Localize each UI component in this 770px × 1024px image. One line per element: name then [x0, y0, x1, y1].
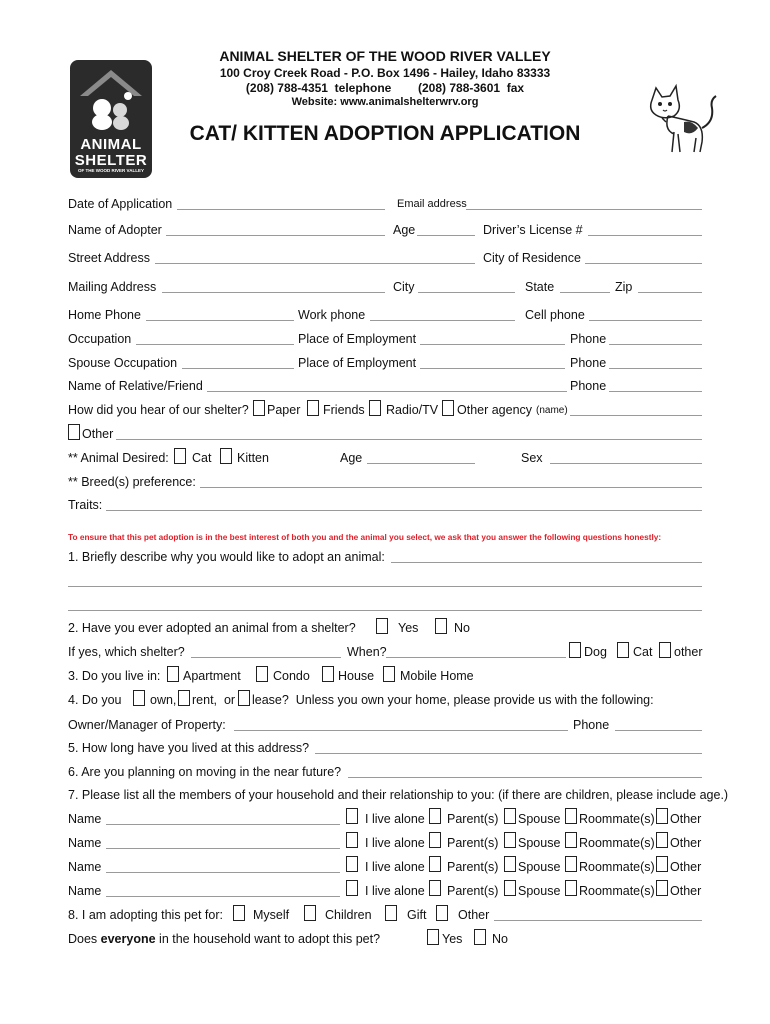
- household-other-checkbox-2[interactable]: [656, 832, 668, 848]
- everyone-no-checkbox[interactable]: [474, 929, 486, 945]
- name-of-adopter-label: Name of Adopter: [68, 223, 162, 237]
- owner-phone-field[interactable]: [615, 730, 702, 731]
- live-alone-label-1: I live alone: [365, 812, 425, 826]
- spouse-phone-label: Phone: [570, 356, 607, 370]
- house-checkbox[interactable]: [322, 666, 334, 682]
- spouse-checkbox-4[interactable]: [504, 880, 516, 896]
- when-field[interactable]: [386, 657, 566, 658]
- name-of-relative-label: Name of Relative/Friend: [68, 379, 203, 393]
- q6-label: 6. Are you planning on moving in the near future?: [68, 765, 342, 779]
- paper-label: Paper: [267, 403, 301, 417]
- parents-checkbox-1[interactable]: [429, 808, 441, 824]
- household-other-label-1: Other: [670, 812, 702, 826]
- spouse-place-of-employment-field[interactable]: [420, 368, 565, 369]
- q5-label: 5. How long have you lived at this address?: [68, 741, 310, 755]
- everyone-yes-checkbox[interactable]: [427, 929, 439, 945]
- traits-field[interactable]: [106, 510, 702, 511]
- roommates-checkbox-3[interactable]: [565, 856, 577, 872]
- q2-other-checkbox[interactable]: [659, 642, 671, 658]
- household-name-label-2: Name: [68, 836, 102, 850]
- live-alone-label-2: I live alone: [365, 836, 425, 850]
- spouse-checkbox-1[interactable]: [504, 808, 516, 824]
- live-alone-label-4: I live alone: [365, 884, 425, 898]
- q8-other-label: Other: [458, 908, 490, 922]
- q8-other-checkbox[interactable]: [436, 905, 448, 921]
- q3-label: 3. Do you live in:: [68, 669, 161, 683]
- house-label: House: [338, 669, 375, 683]
- live-alone-checkbox-2[interactable]: [346, 832, 358, 848]
- owner-manager-label: Owner/Manager of Property:: [68, 718, 226, 732]
- roommates-label-3: Roommate(s): [579, 860, 655, 874]
- rent-label: rent, or: [192, 693, 236, 707]
- work-phone-field[interactable]: [370, 320, 515, 321]
- relative-phone-field[interactable]: [609, 391, 702, 392]
- cat-illustration-icon: [638, 82, 723, 157]
- city-of-residence-field[interactable]: [585, 263, 702, 264]
- q8-other-field[interactable]: [494, 920, 702, 921]
- spouse-label-4: Spouse: [518, 884, 561, 898]
- animal-kitten-checkbox[interactable]: [220, 448, 232, 464]
- q2-dog-label: Dog: [584, 645, 607, 659]
- mailing-address-field[interactable]: [162, 292, 385, 293]
- q1-label: 1. Briefly describe why you would like to adopt an animal:: [68, 550, 385, 564]
- honesty-notice: To ensure that this pet adoption is in the best interest of both you and the animal you select, we ask that you answer the following questions honestly:: [68, 532, 662, 542]
- roommates-checkbox-2[interactable]: [565, 832, 577, 848]
- everyone-question: Does everyone in the household want to adopt this pet?: [68, 932, 381, 946]
- drivers-license-field[interactable]: [588, 235, 702, 236]
- spouse-occupation-label: Spouse Occupation: [68, 356, 178, 370]
- place-of-employment-label: Place of Employment: [298, 332, 417, 346]
- parents-checkbox-2[interactable]: [429, 832, 441, 848]
- city-of-residence-label: City of Residence: [483, 251, 581, 265]
- spouse-checkbox-3[interactable]: [504, 856, 516, 872]
- q2-dog-checkbox[interactable]: [569, 642, 581, 658]
- q7-label: 7. Please list all the members of your household and their relationship to you: (if there are children, please include age.): [68, 788, 729, 802]
- q1-answer-line-1[interactable]: [391, 562, 702, 563]
- household-name-field-4[interactable]: [106, 896, 340, 897]
- name-of-adopter-field[interactable]: [166, 235, 385, 236]
- animal-age-label: Age: [340, 451, 363, 465]
- parents-label-3: Parent(s): [447, 860, 499, 874]
- lease-label: lease? Unless you own your home, please provide us with the following:: [252, 693, 654, 707]
- friends-label: Friends: [323, 403, 365, 417]
- drivers-license-label: Driver’s License #: [483, 223, 583, 237]
- home-phone-label: Home Phone: [68, 308, 141, 322]
- state-field[interactable]: [560, 292, 610, 293]
- street-address-field[interactable]: [155, 263, 475, 264]
- live-alone-checkbox-4[interactable]: [346, 880, 358, 896]
- household-other-checkbox-3[interactable]: [656, 856, 668, 872]
- apartment-label: Apartment: [183, 669, 241, 683]
- traits-label: Traits:: [68, 498, 103, 512]
- zip-label: Zip: [615, 280, 633, 294]
- paper-checkbox[interactable]: [253, 400, 265, 416]
- q2-no-checkbox[interactable]: [435, 618, 447, 634]
- rent-checkbox[interactable]: [178, 690, 190, 706]
- animal-age-field[interactable]: [367, 463, 475, 464]
- q2-yes-checkbox[interactable]: [376, 618, 388, 634]
- q1-answer-line-2[interactable]: [68, 586, 702, 587]
- household-name-field-3[interactable]: [106, 872, 340, 873]
- household-name-label-3: Name: [68, 860, 102, 874]
- home-phone-field[interactable]: [146, 320, 294, 321]
- mobile-home-label: Mobile Home: [400, 669, 474, 683]
- date-of-application-field[interactable]: [177, 209, 385, 210]
- phone-field[interactable]: [609, 344, 702, 345]
- city-field[interactable]: [418, 292, 515, 293]
- org-name: ANIMAL SHELTER OF THE WOOD RIVER VALLEY: [219, 48, 551, 64]
- roommates-label-2: Roommate(s): [579, 836, 655, 850]
- place-of-employment-field[interactable]: [420, 344, 565, 345]
- live-alone-checkbox-1[interactable]: [346, 808, 358, 824]
- name-of-relative-field[interactable]: [207, 391, 567, 392]
- apartment-checkbox[interactable]: [167, 666, 179, 682]
- parents-label-2: Parent(s): [447, 836, 499, 850]
- household-other-label-3: Other: [670, 860, 702, 874]
- roommates-label-1: Roommate(s): [579, 812, 655, 826]
- mobile-home-checkbox[interactable]: [383, 666, 395, 682]
- radio-tv-checkbox[interactable]: [369, 400, 381, 416]
- household-other-checkbox-1[interactable]: [656, 808, 668, 824]
- spouse-label-1: Spouse: [518, 812, 561, 826]
- live-alone-label-3: I live alone: [365, 860, 425, 874]
- spouse-label-2: Spouse: [518, 836, 561, 850]
- q2-cat-label: Cat: [633, 645, 653, 659]
- owner-manager-field[interactable]: [234, 730, 568, 731]
- q2-cat-checkbox[interactable]: [617, 642, 629, 658]
- lease-checkbox[interactable]: [238, 690, 250, 706]
- household-other-label-2: Other: [670, 836, 702, 850]
- q2-label: 2. Have you ever adopted an animal from a shelter?: [68, 621, 356, 635]
- household-name-field-1[interactable]: [106, 824, 340, 825]
- animal-cat-label: Cat: [192, 451, 212, 465]
- logo-text-shelter: SHELTER: [74, 152, 148, 169]
- which-shelter-field[interactable]: [191, 657, 341, 658]
- animal-sex-label: Sex: [521, 451, 543, 465]
- friends-checkbox[interactable]: [307, 400, 319, 416]
- when-label: When?: [347, 645, 387, 659]
- occupation-label: Occupation: [68, 332, 132, 346]
- live-alone-checkbox-3[interactable]: [346, 856, 358, 872]
- breed-preference-label: ** Breed(s) preference:: [68, 475, 196, 489]
- radio-tv-label: Radio/TV: [386, 403, 439, 417]
- everyone-yes-label: Yes: [442, 932, 463, 946]
- email-address-label: Email address: [397, 198, 467, 210]
- household-name-label-4: Name: [68, 884, 102, 898]
- own-label: own,: [150, 693, 177, 707]
- street-address-label: Street Address: [68, 251, 150, 265]
- age-label: Age: [393, 223, 416, 237]
- other-source-label: Other: [82, 427, 114, 441]
- mailing-address-label: Mailing Address: [68, 280, 157, 294]
- everyone-no-label: No: [492, 932, 508, 946]
- parents-label-1: Parent(s): [447, 812, 499, 826]
- zip-field[interactable]: [638, 292, 702, 293]
- form-title: CAT/ KITTEN ADOPTION APPLICATION: [189, 122, 581, 145]
- spouse-occupation-field[interactable]: [182, 368, 294, 369]
- other-agency-checkbox[interactable]: [442, 400, 454, 416]
- other-source-checkbox[interactable]: [68, 424, 80, 440]
- spouse-phone-field[interactable]: [609, 368, 702, 369]
- household-name-label-1: Name: [68, 812, 102, 826]
- everyone-emphasis: everyone: [100, 932, 156, 946]
- roommates-checkbox-4[interactable]: [565, 880, 577, 896]
- date-of-application-label: Date of Application: [68, 197, 173, 211]
- occupation-field[interactable]: [136, 344, 294, 345]
- cell-phone-label: Cell phone: [525, 308, 585, 322]
- work-phone-label: Work phone: [298, 308, 366, 322]
- parents-checkbox-3[interactable]: [429, 856, 441, 872]
- parents-label-4: Parent(s): [447, 884, 499, 898]
- animal-sex-field[interactable]: [550, 463, 702, 464]
- q2-no-label: No: [454, 621, 470, 635]
- gift-checkbox[interactable]: [385, 905, 397, 921]
- other-agency-field[interactable]: [570, 415, 702, 416]
- age-field[interactable]: [417, 235, 475, 236]
- owner-phone-label: Phone: [573, 718, 610, 732]
- q4-label: 4. Do you: [68, 693, 122, 707]
- org-phones: (208) 788-4351 telephone (208) 788-3601 fax: [245, 81, 525, 95]
- animal-desired-label: ** Animal Desired:: [68, 451, 169, 465]
- condo-label: Condo: [273, 669, 310, 683]
- other-agency-name-hint: (name): [536, 405, 568, 416]
- other-source-field[interactable]: [116, 439, 702, 440]
- breed-preference-field[interactable]: [200, 487, 702, 488]
- household-other-label-4: Other: [670, 884, 702, 898]
- roommates-label-4: Roommate(s): [579, 884, 655, 898]
- q6-field[interactable]: [348, 777, 702, 778]
- which-shelter-label: If yes, which shelter?: [68, 645, 185, 659]
- household-name-field-2[interactable]: [106, 848, 340, 849]
- spouse-place-of-employment-label: Place of Employment: [298, 356, 417, 370]
- org-website: Website: www.animalshelterwrv.org: [291, 96, 479, 108]
- household-other-checkbox-4[interactable]: [656, 880, 668, 896]
- cell-phone-field[interactable]: [589, 320, 702, 321]
- q2-yes-label: Yes: [398, 621, 419, 635]
- animal-cat-checkbox[interactable]: [174, 448, 186, 464]
- phone-label: Phone: [570, 332, 607, 346]
- animal-kitten-label: Kitten: [237, 451, 269, 465]
- spouse-label-3: Spouse: [518, 860, 561, 874]
- hear-about-label: How did you hear of our shelter?: [68, 403, 249, 417]
- parents-checkbox-4[interactable]: [429, 880, 441, 896]
- org-address: 100 Croy Creek Road - P.O. Box 1496 - Hailey, Idaho 83333: [219, 66, 551, 80]
- gift-label: Gift: [407, 908, 427, 922]
- city-label: City: [393, 280, 415, 294]
- q5-field[interactable]: [315, 753, 702, 754]
- q8-label: 8. I am adopting this pet for:: [68, 908, 223, 922]
- email-address-field[interactable]: [466, 209, 702, 210]
- children-label: Children: [325, 908, 372, 922]
- children-checkbox[interactable]: [304, 905, 316, 921]
- condo-checkbox[interactable]: [256, 666, 268, 682]
- myself-checkbox[interactable]: [233, 905, 245, 921]
- spouse-checkbox-2[interactable]: [504, 832, 516, 848]
- logo-text-animal: ANIMAL: [80, 136, 142, 153]
- relative-phone-label: Phone: [570, 379, 607, 393]
- roommates-checkbox-1[interactable]: [565, 808, 577, 824]
- state-label: State: [525, 280, 555, 294]
- myself-label: Myself: [253, 908, 290, 922]
- q2-other-label: other: [674, 645, 703, 659]
- own-checkbox[interactable]: [133, 690, 145, 706]
- logo-text-valley: OF THE WOOD RIVER VALLEY: [78, 168, 144, 173]
- q1-answer-line-3[interactable]: [68, 610, 702, 611]
- other-agency-label: Other agency: [457, 403, 533, 417]
